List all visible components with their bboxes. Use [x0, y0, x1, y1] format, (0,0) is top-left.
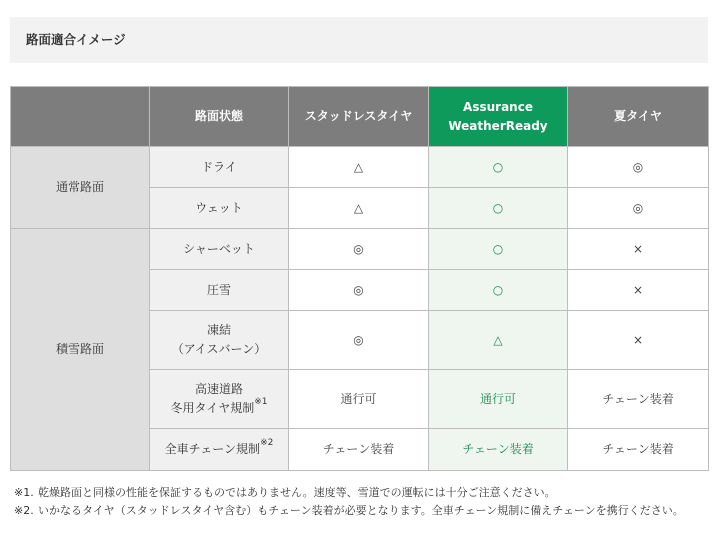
condition-cell: ドライ: [150, 147, 289, 188]
header-studless-tire: スタッドレスタイヤ: [289, 87, 429, 147]
value-cell-highlight: ○: [429, 188, 568, 229]
footnote-text: いかなるタイヤ（スタッドレスタイヤ含む）もチェーン装着が必要となります。全車チェーン規制に備えチェーンを携行ください。: [38, 504, 684, 517]
value-cell: △: [289, 188, 429, 229]
value-cell: チェーン装着: [289, 429, 429, 471]
value-cell-highlight: ○: [429, 270, 568, 311]
value-cell: △: [289, 147, 429, 188]
value-cell-highlight: △: [429, 311, 568, 370]
note-ref: ※2: [260, 438, 274, 449]
value-cell: ◎: [289, 229, 429, 270]
value-cell: ×: [568, 270, 709, 311]
footnote-text: 乾燥路面と同様の性能を保証するものではありません。速度等、雪道での運転には十分ご注意ください。: [38, 486, 556, 499]
condition-cell: [150, 370, 289, 429]
footnote-mark: ※2.: [14, 504, 34, 517]
condition-cell: シャーベット: [150, 229, 289, 270]
condition-cell: ウェット: [150, 188, 289, 229]
value-cell: ×: [568, 229, 709, 270]
value-cell-highlight: 通行可: [429, 370, 568, 429]
value-cell-highlight: チェーン装着: [429, 429, 568, 471]
condition-text: 全車チェーン規制: [164, 442, 261, 457]
footnote-mark: ※1.: [14, 486, 34, 499]
note-ref: ※1: [254, 397, 268, 407]
footnotes: [14, 485, 710, 519]
header-assurance-weatherready: Assurance WeatherReady: [429, 87, 568, 147]
footnote-1: [14, 485, 710, 501]
footnote-2: [14, 503, 710, 519]
group-snow-road: 積雪路面: [11, 229, 150, 471]
road-suitability-table: [10, 86, 709, 471]
value-cell: 通行可: [289, 370, 429, 429]
value-cell: ◎: [568, 147, 709, 188]
value-cell: ×: [568, 311, 709, 370]
condition-cell: 圧雪: [150, 270, 289, 311]
header-road-condition: 路面状態: [150, 87, 289, 147]
value-cell: チェーン装着: [568, 429, 709, 471]
condition-text: 高速道路 冬用タイヤ規制: [170, 382, 255, 415]
condition-cell: [150, 429, 289, 471]
value-cell: ◎: [289, 311, 429, 370]
value-cell: ◎: [289, 270, 429, 311]
table-row: [11, 147, 709, 188]
header-empty: [11, 87, 150, 147]
table-row: [11, 229, 709, 270]
value-cell-highlight: ○: [429, 229, 568, 270]
value-cell: ◎: [568, 188, 709, 229]
group-normal-road: 通常路面: [11, 147, 150, 229]
condition-cell: 凍結 （アイスバーン）: [150, 311, 289, 370]
value-cell-highlight: ○: [429, 147, 568, 188]
header-summer-tire: 夏タイヤ: [568, 87, 709, 147]
section-title: 路面適合イメージ: [10, 17, 708, 63]
table-header-row: [11, 87, 709, 147]
value-cell: チェーン装着: [568, 370, 709, 429]
